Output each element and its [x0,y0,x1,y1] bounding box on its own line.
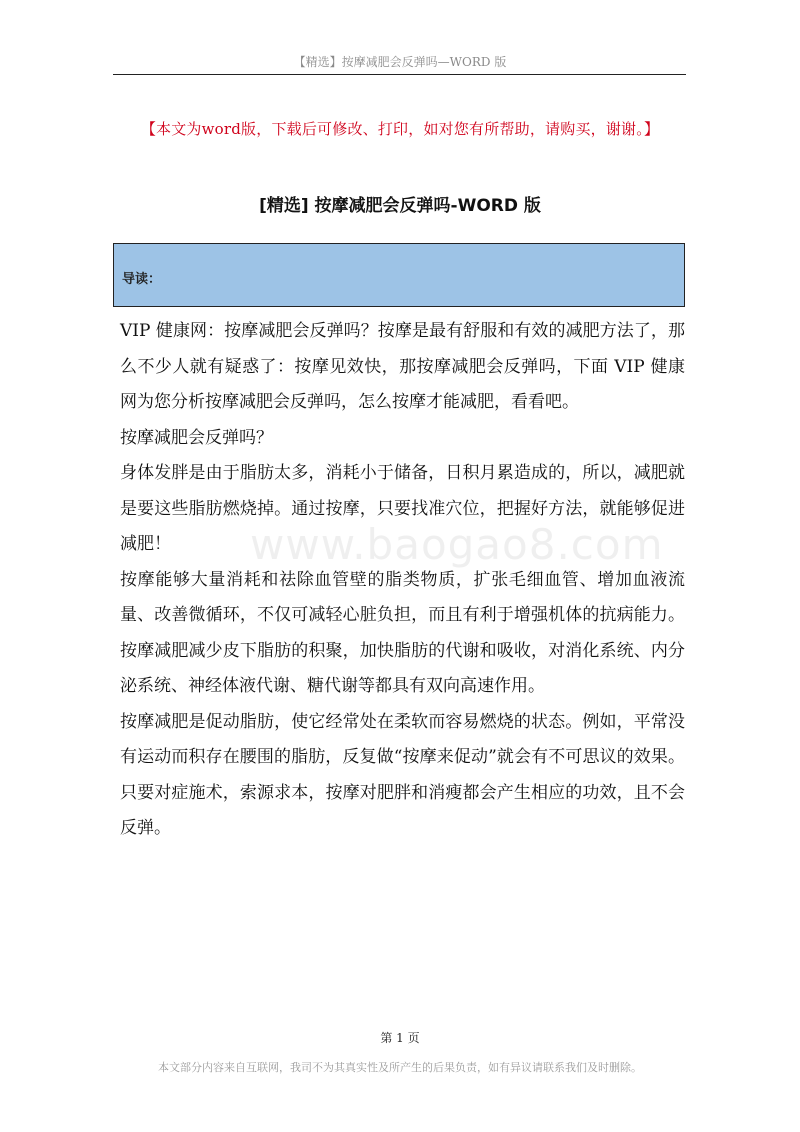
footer-disclaimer: 本文部分内容来自互联网，我司不为其真实性及所产生的后果负责，如有异议请联系我们及时删除。 [158,1061,642,1074]
page-number: 第 1 页 [380,1031,420,1045]
article-body [120,314,685,847]
header-rule [113,74,686,75]
paragraph-cause: 身体发胖是由于脂肪太多，消耗小于储备，日积月累造成的，所以，减肥就是要这些脂肪燃烧掉。通过按摩，只要找准穴位，把握好方法，就能够促进减肥！ [120,463,685,554]
guide-box [113,243,685,307]
paragraph-benefits: 按摩能够大量消耗和祛除血管壁的脂类物质，扩张毛细血管、增加血液流量、改善微循环，不仅可减轻心脏负担，而且有利于增强机体的抗病能力。按摩减肥减少皮下脂肪的积聚，加快脂肪的代谢和吸收，对消化系统、内分泌系统、神经体液代谢、糖代谢等都具有双向高速作用。 [120,569,685,696]
paragraph-mechanism: 按摩减肥是促动脂肪，使它经常处在柔软而容易燃烧的状态。例如，平常没有运动而积存在腰围的脂肪，反复做“按摩来促动”就会有不可思议的效果。只要对症施术，索源求本，按摩对肥胖和消瘦都会产生相应的功效，且不会反弹。 [120,711,685,838]
guide-label: 导读： [122,272,162,287]
document-title: [精选] 按摩减肥会反弹吗-WORD 版 [259,196,541,216]
watermark: www.baogao8.com [250,520,664,569]
running-header: 【精选】按摩减肥会反弹吗—WORD 版 [293,55,507,69]
download-notice: 【本文为word版，下载后可修改、打印，如对您有所帮助，请购买，谢谢。】 [140,120,660,138]
paragraph-intro: VIP 健康网：按摩减肥会反弹吗？按摩是最有舒服和有效的减肥方法了，那么不少人就有疑惑了：按摩见效快，那按摩减肥会反弹吗，下面 VIP 健康网为您分析按摩减肥会反弹吗，怎么按摩才能减肥，看看吧。 [120,321,685,412]
paragraph-question: 按摩减肥会反弹吗？ [120,427,273,448]
